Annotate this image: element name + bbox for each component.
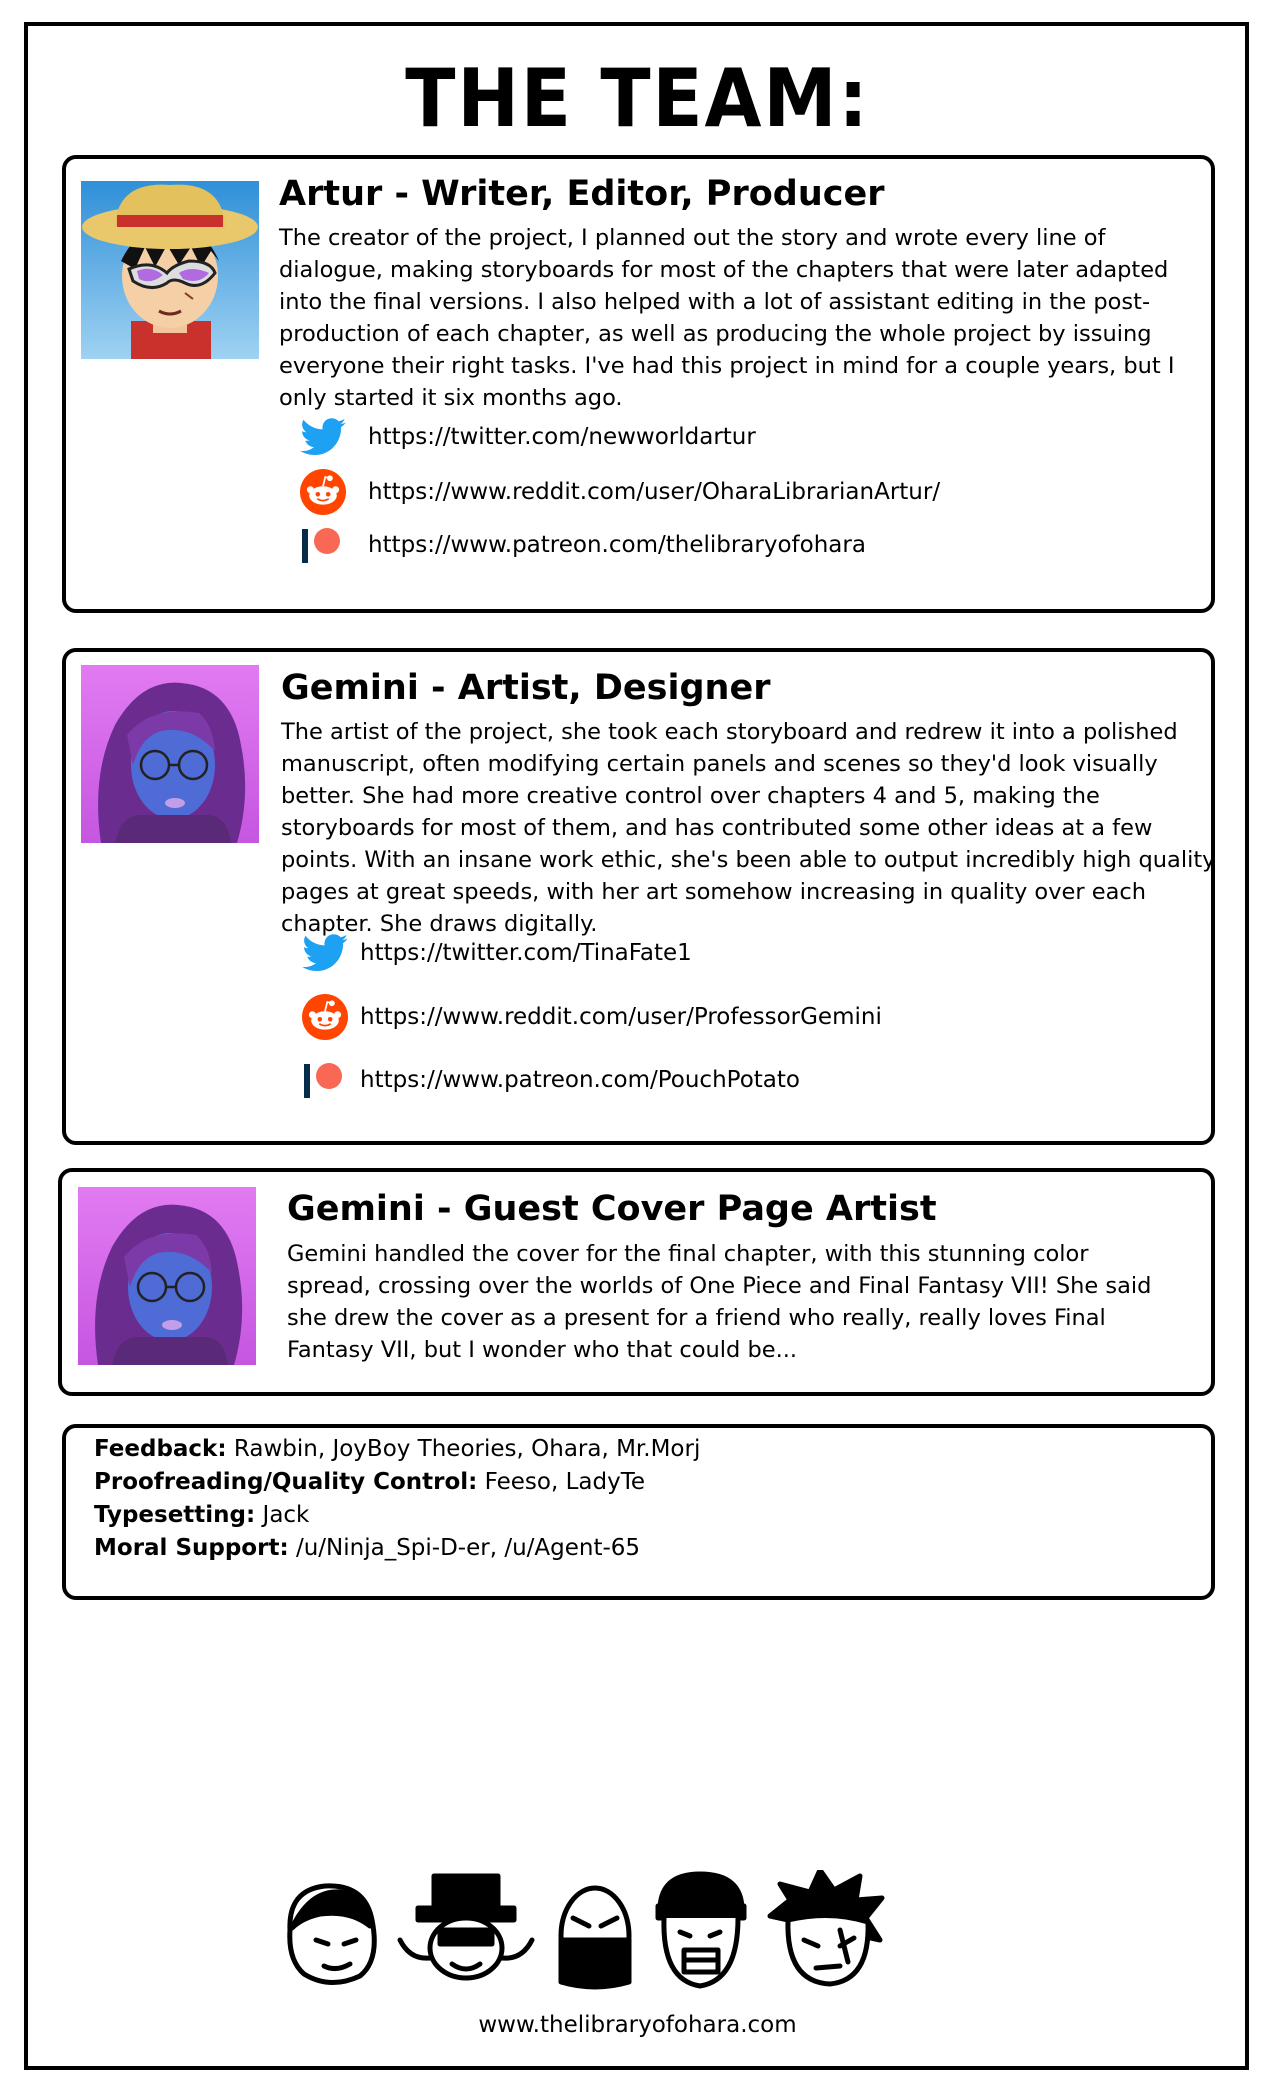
credit-value: Jack xyxy=(262,1502,310,1528)
member-bio-gemini-cover: Gemini handled the cover for the final chapter, with this stunning color spread, crossing over the worlds of One Piece and Final Fantasy VII! She said she drew the cover as a present for a friend who really, really loves Final Fantasy VII, but I wonder who that could be... xyxy=(287,1241,1152,1363)
mascot-face-5 xyxy=(770,1870,882,1984)
link-row-artur-twitter[interactable] xyxy=(300,417,756,457)
mascot-face-2 xyxy=(400,1876,532,1978)
credits-list xyxy=(94,1433,700,1565)
credit-label: Proofreading/Quality Control: xyxy=(94,1469,478,1495)
twitter-url[interactable]: https://twitter.com/TinaFate1 xyxy=(360,940,692,966)
mascot-face-3 xyxy=(561,1888,629,1987)
twitter-icon xyxy=(300,417,348,457)
mascot-face-1 xyxy=(290,1886,375,1983)
credit-row-moral-support xyxy=(94,1532,700,1565)
member-bio-gemini-artist: The artist of the project, she took each storyboard and redrew it into a polished manuscript, often modifying certain panels and scenes so they'd look visually better. She had more creative control over chapters 4 and 5, making the storyboards for most of them, and has contributed some other ideas at a few points. With an insane work ethic, she's been able to output incredibly high quality pages at great speeds, with her art somehow increasing in quality over each chapter. She draws digitally. xyxy=(281,719,1216,937)
avatar-artur xyxy=(81,181,259,359)
member-bio-artur: The creator of the project, I planned out the story and wrote every line of dialogue, making storyboards for most of the chapters that were later adapted into the final versions. I also helped with a lot of assistant editing in the post-production of each chapter, as well as producing the whole project by issuing everyone their right tasks. I've had this project in mind for a couple years, but I only started it six months ago. xyxy=(279,225,1175,411)
link-row-gemini-patreon[interactable] xyxy=(302,1060,800,1100)
credit-label: Feedback: xyxy=(94,1436,227,1462)
avatar-gemini-cover xyxy=(78,1187,256,1365)
footer-website-link[interactable]: www.thelibraryofohara.com xyxy=(478,2012,797,2038)
avatar-gemini xyxy=(81,665,259,843)
twitter-icon xyxy=(302,933,350,973)
twitter-url[interactable]: https://twitter.com/newworldartur xyxy=(368,424,756,450)
credit-row-feedback xyxy=(94,1433,700,1466)
reddit-icon xyxy=(302,997,350,1037)
reddit-url[interactable]: https://www.reddit.com/user/OharaLibrarianArtur/ xyxy=(368,479,941,505)
patreon-icon xyxy=(300,525,348,565)
patreon-url[interactable]: https://www.patreon.com/thelibraryofohara xyxy=(368,532,866,558)
page-title: THE TEAM: xyxy=(405,52,870,145)
credit-value: Feeso, LadyTe xyxy=(484,1469,646,1495)
credit-value: /u/Ninja_Spi-D-er, /u/Agent-65 xyxy=(295,1535,641,1561)
reddit-icon xyxy=(300,472,348,512)
reddit-url[interactable]: https://www.reddit.com/user/ProfessorGemini xyxy=(360,1004,882,1030)
credit-value: Rawbin, JoyBoy Theories, Ohara, Mr.Morj xyxy=(233,1436,701,1462)
credit-row-typesetting xyxy=(94,1499,700,1532)
credit-row-proofreading xyxy=(94,1466,700,1499)
credit-label: Moral Support: xyxy=(94,1535,289,1561)
mascot-face-4 xyxy=(658,1874,744,1986)
team-mascot-faces xyxy=(280,1870,980,1990)
member-name-gemini-cover: Gemini - Guest Cover Page Artist xyxy=(287,1189,937,1229)
link-row-artur-patreon[interactable] xyxy=(300,525,866,565)
patreon-icon xyxy=(302,1060,350,1100)
patreon-url[interactable]: https://www.patreon.com/PouchPotato xyxy=(360,1067,800,1093)
link-row-gemini-reddit[interactable] xyxy=(302,997,882,1037)
member-name-gemini-artist: Gemini - Artist, Designer xyxy=(281,668,771,708)
member-name-artur: Artur - Writer, Editor, Producer xyxy=(279,174,885,214)
link-row-gemini-twitter[interactable] xyxy=(302,933,692,973)
credit-label: Typesetting: xyxy=(94,1502,256,1528)
link-row-artur-reddit[interactable] xyxy=(300,472,940,512)
